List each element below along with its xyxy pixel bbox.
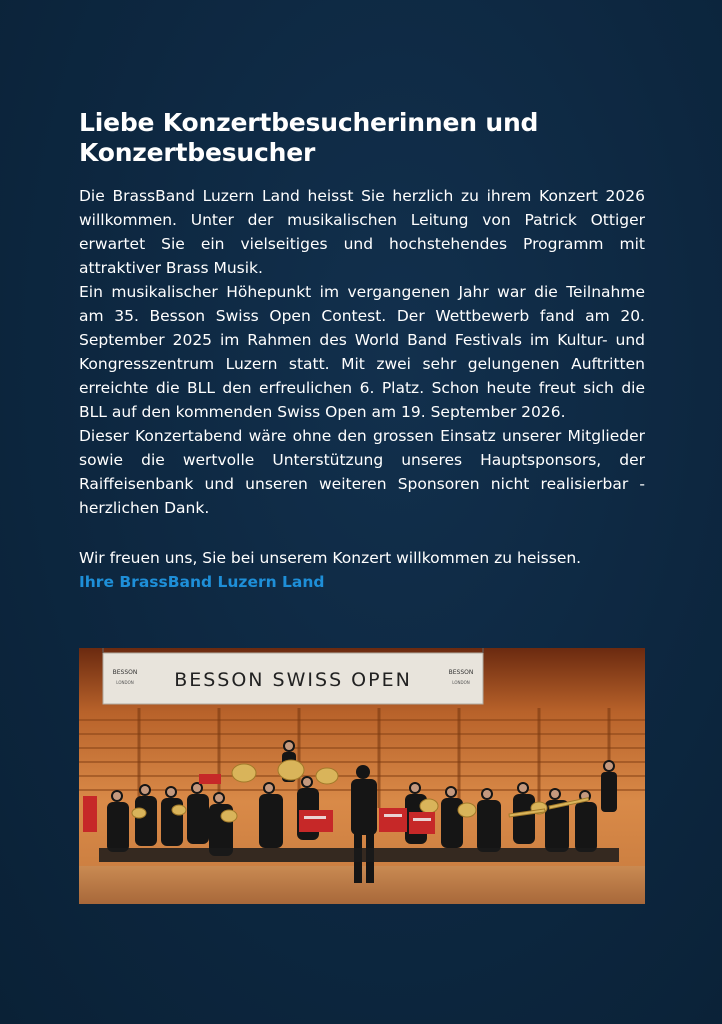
- page-title: Liebe Konzertbesucherinnen und Konzertbesucher: [79, 108, 539, 167]
- banner-logo-left: BESSON: [112, 669, 138, 676]
- paragraph-thanks: Dieser Konzertabend wäre ohne den grossen Einsatz unserer Mitglieder sowie die wertvolle Unterstützung unseres Hauptsponsors, der Raiffeisenbank und unseren weiteren Sponsoren nicht realisierbar - herzlichen Dank.: [79, 427, 645, 517]
- band-photo: [79, 648, 645, 904]
- closing-block: [79, 546, 645, 594]
- banner-logo-left-sub: LONDON: [116, 680, 134, 685]
- closing-signature: Ihre BrassBand Luzern Land: [79, 573, 325, 591]
- welcome-text: [79, 184, 645, 520]
- paragraph-contest: Ein musikalischer Höhepunkt im vergangenen Jahr war die Teilnahme am 35. Besson Swiss Open Contest. Der Wettbewerb fand am 20. September 2025 im Rahmen des World Band Festivals im Kultur- und Kongresszentrum Luzern statt. Mit zwei sehr gelungenen Auftritten erreichte die BLL den erfreulichen 6. Platz. Schon heute freut sich die BLL auf den kommenden Swiss Open am 19. September 2026.: [79, 283, 645, 421]
- closing-invite: Wir freuen uns, Sie bei unserem Konzert willkommen zu heissen.: [79, 549, 582, 567]
- welcome-section: [79, 108, 645, 594]
- banner-logo-right-sub: LONDON: [452, 680, 470, 685]
- paragraph-intro: Die BrassBand Luzern Land heisst Sie herzlich zu ihrem Konzert 2026 willkommen. Unter der musikalischen Leitung von Patrick Ottiger erwartet Sie ein vielseitiges und hochstehendes Programm mit attraktiver Brass Musik.: [79, 187, 645, 277]
- banner-logo-right: BESSON: [448, 669, 474, 676]
- banner-title: BESSON SWISS OPEN: [174, 669, 412, 691]
